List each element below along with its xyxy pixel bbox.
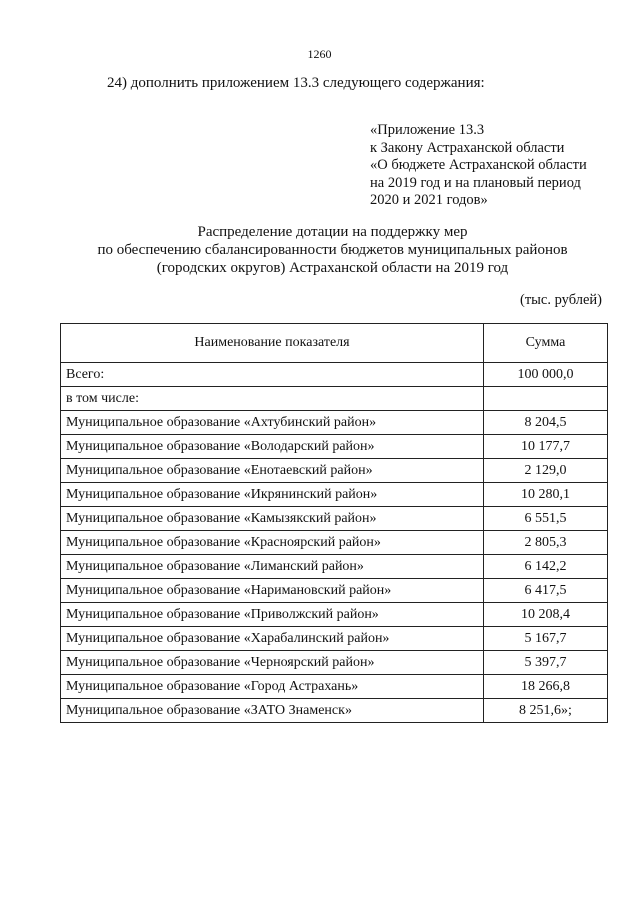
table-row	[61, 603, 608, 627]
table-row	[61, 627, 608, 651]
row-value: 8 251,6»;	[484, 699, 608, 723]
row-name: Муниципальное образование «Ахтубинский район»	[61, 411, 484, 435]
row-name: Муниципальное образование «Черноярский район»	[61, 651, 484, 675]
row-name: Муниципальное образование «Город Астрахань»	[61, 675, 484, 699]
heading-line: Распределение дотации на поддержку мер	[197, 224, 468, 240]
appendix-line: 2020 и 2021 годов»	[370, 192, 488, 208]
table-row	[61, 555, 608, 579]
table-row	[61, 459, 608, 483]
appendix-line: к Закону Астраханской области	[370, 139, 565, 156]
row-name: в том числе:	[61, 387, 484, 411]
row-name: Муниципальное образование «Лиманский район»	[61, 555, 484, 579]
table-row	[61, 363, 608, 387]
table-heading	[60, 223, 605, 277]
heading-line: (городских округов) Астраханской области на 2019 год	[156, 260, 509, 276]
table-row	[61, 411, 608, 435]
row-value: 6 551,5	[484, 507, 608, 531]
row-value: 5 167,7	[484, 627, 608, 651]
heading-line: по обеспечению сбалансированности бюджетов муниципальных районов	[97, 242, 568, 258]
intro-text: 24) дополнить приложением 13.3 следующего содержания:	[107, 75, 485, 91]
row-value: 6 142,2	[484, 555, 608, 579]
appendix-reference	[370, 122, 587, 210]
row-name: Муниципальное образование «Приволжский район»	[61, 603, 484, 627]
row-value: 2 129,0	[484, 459, 608, 483]
column-header-value: Сумма	[484, 324, 608, 363]
table-row	[61, 387, 608, 411]
row-name: Всего:	[61, 363, 484, 387]
appendix-line: «Приложение 13.3	[370, 122, 485, 138]
row-value: 2 805,3	[484, 531, 608, 555]
table-row	[61, 699, 608, 723]
row-value: 10 280,1	[484, 483, 608, 507]
row-name: Муниципальное образование «Наримановский район»	[61, 579, 484, 603]
table-row	[61, 531, 608, 555]
units-label: (тыс. рублей)	[520, 292, 602, 308]
row-name: Муниципальное образование «Володарский район»	[61, 435, 484, 459]
row-name: Муниципальное образование «ЗАТО Знаменск»	[61, 699, 484, 723]
table-row	[61, 651, 608, 675]
table-row	[61, 507, 608, 531]
table-header-row	[61, 324, 608, 363]
table-row	[61, 435, 608, 459]
row-value: 18 266,8	[484, 675, 608, 699]
row-name: Муниципальное образование «Красноярский район»	[61, 531, 484, 555]
row-name: Муниципальное образование «Харабалинский район»	[61, 627, 484, 651]
row-value	[484, 387, 608, 411]
column-header-name: Наименование показателя	[61, 324, 484, 363]
appendix-line: на 2019 год и на плановый период	[370, 174, 581, 191]
page-number: 1260	[307, 47, 332, 61]
row-value: 5 397,7	[484, 651, 608, 675]
row-name: Муниципальное образование «Енотаевский район»	[61, 459, 484, 483]
row-value: 100 000,0	[484, 363, 608, 387]
subsidy-table	[60, 323, 608, 723]
row-value: 6 417,5	[484, 579, 608, 603]
table-row	[61, 675, 608, 699]
row-value: 10 208,4	[484, 603, 608, 627]
row-value: 10 177,7	[484, 435, 608, 459]
appendix-line: «О бюджете Астраханской области	[370, 157, 587, 173]
row-name: Муниципальное образование «Икрянинский район»	[61, 483, 484, 507]
table-row	[61, 579, 608, 603]
row-value: 8 204,5	[484, 411, 608, 435]
table-row	[61, 483, 608, 507]
row-name: Муниципальное образование «Камызякский район»	[61, 507, 484, 531]
